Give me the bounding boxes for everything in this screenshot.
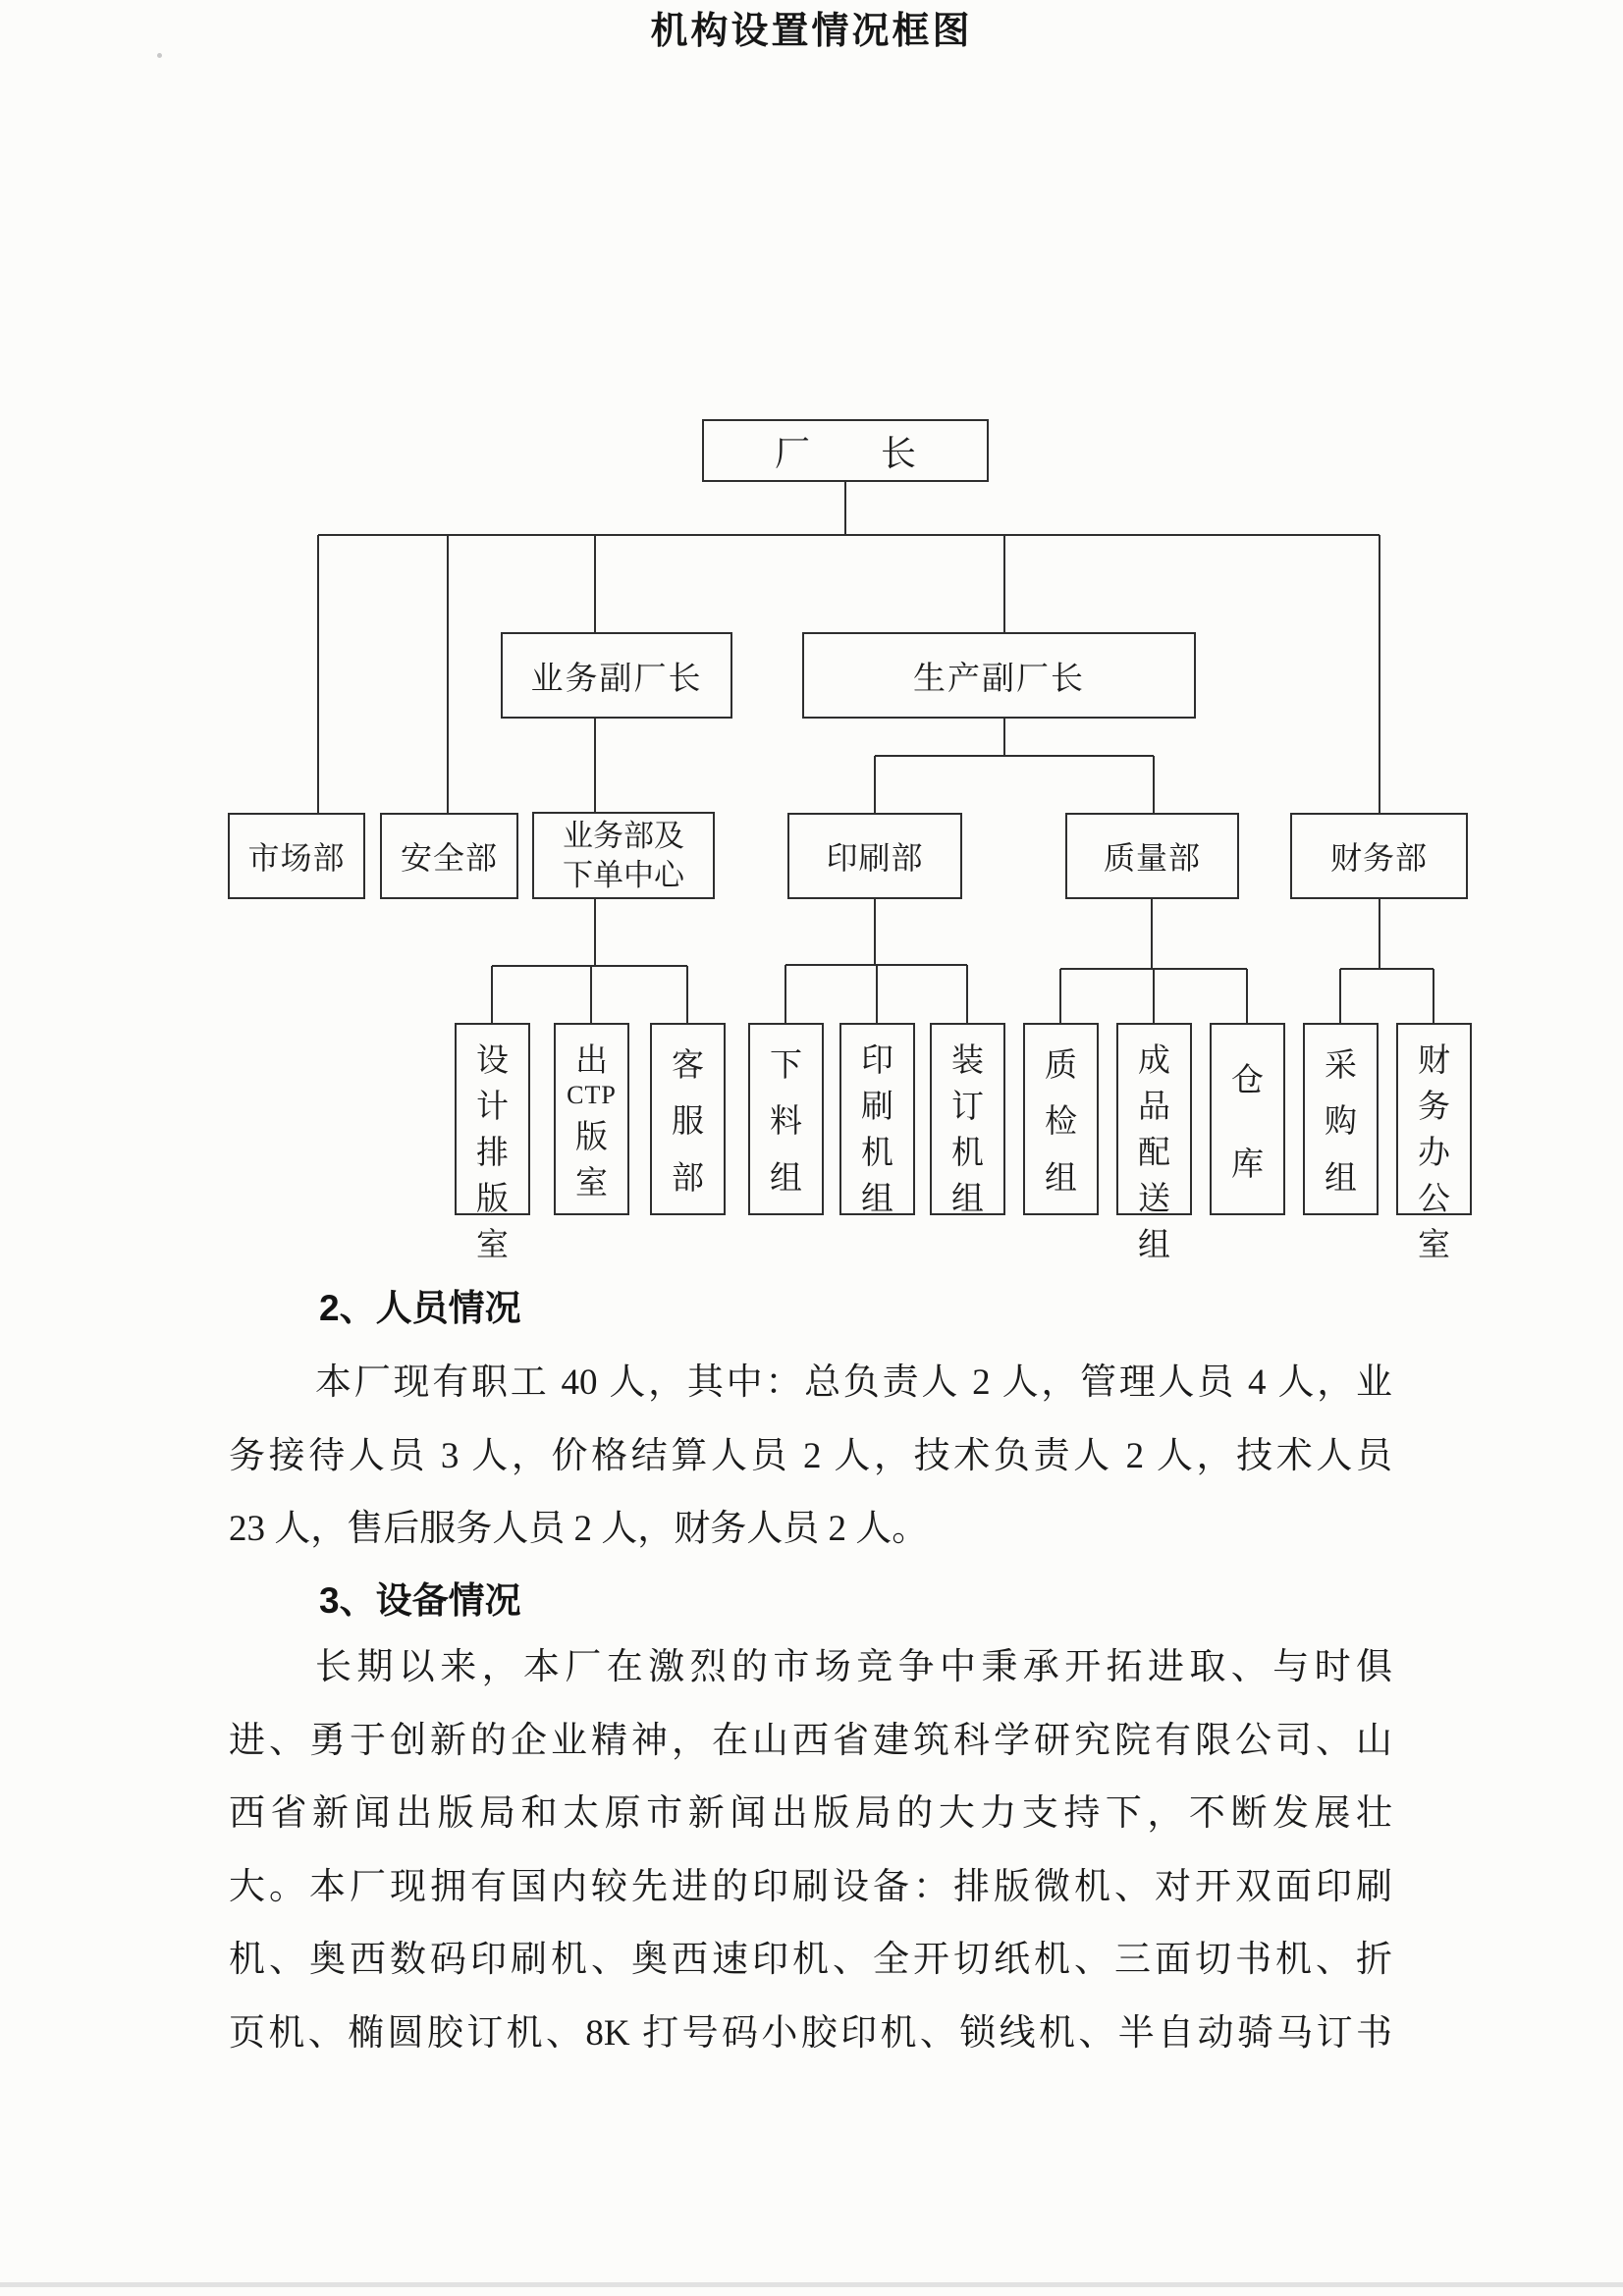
body-text-line: 进、勇于创新的企业精神，在山西省建筑科学研究院有限公司、山: [229, 1720, 1392, 1761]
org-box-printing-machine-group: [839, 1023, 915, 1215]
org-chart-title: 机构设置情况框图: [650, 11, 973, 52]
org-box-quality-inspection-group: [1023, 1023, 1099, 1215]
paragraph-personnel: [229, 1347, 1392, 1567]
org-box-business-deputy-director: [501, 632, 732, 719]
org-box-label-char: 组: [770, 1160, 802, 1197]
org-box-purchasing-group: [1303, 1023, 1379, 1215]
org-box-label-char: CTP: [567, 1081, 617, 1110]
org-box-printing-dept: [787, 813, 962, 899]
org-box-production-deputy-director: [802, 632, 1196, 719]
org-box-label-char: 组: [1045, 1160, 1077, 1197]
org-box-label-char: 仓: [1231, 1062, 1264, 1098]
org-box-design-typesetting-room: [455, 1023, 530, 1263]
org-box-label-char: 办: [1418, 1136, 1450, 1171]
org-box-label-line: 业务部及: [563, 818, 684, 853]
org-box-label-char: 财: [1418, 1043, 1450, 1079]
org-box-label-char: 购: [1325, 1104, 1357, 1141]
org-box-quality-dept: [1065, 813, 1239, 899]
org-box-label-char: 出: [575, 1043, 608, 1080]
body-text-line: 大。本厂现拥有国内较先进的印刷设备：排版微机、对开双面印刷: [229, 1866, 1392, 1907]
paragraph-equipment: [229, 1631, 1392, 2070]
body-text-line: 机、奥西数码印刷机、奥西速印机、全开切纸机、三面切书机、折: [229, 1940, 1392, 1980]
org-box-label: 业务副厂长: [530, 661, 703, 697]
org-box-label-char: 料: [770, 1104, 802, 1141]
org-box-label-char: 刷: [861, 1090, 893, 1125]
org-box-label-char: 组: [951, 1182, 984, 1217]
body-text-line: 23 人，售后服务人员 2 人，财务人员 2 人。: [229, 1509, 929, 1549]
org-box-label-char: 服: [672, 1104, 704, 1141]
org-box-safety-dept: [380, 813, 518, 899]
scan-bottom-edge: [0, 2282, 1623, 2287]
org-box-ctp-plate-room: [554, 1023, 629, 1215]
org-box-finance-dept: [1290, 813, 1468, 899]
org-box-label-char: 组: [861, 1182, 893, 1217]
org-box-label-char: 长: [880, 433, 916, 473]
org-box-label-char: 公: [1418, 1182, 1450, 1217]
org-box-label: 财务部: [1329, 840, 1428, 876]
org-box-label-char: 装: [951, 1043, 984, 1079]
org-box-label-char: 版: [575, 1119, 608, 1155]
body-text-line: 西省新闻出版局和太原市新闻出版局的大力支持下，不断发展壮: [229, 1793, 1392, 1834]
org-box-label-char: 版: [476, 1182, 509, 1217]
org-box-label-char: 计: [476, 1090, 509, 1125]
org-box-label-char: 成: [1138, 1043, 1170, 1079]
org-box-label-char: 质: [1045, 1048, 1077, 1085]
org-box-label-char: 室: [575, 1165, 608, 1201]
org-box-warehouse: [1210, 1023, 1285, 1215]
org-box-label-char: 印: [861, 1043, 893, 1079]
body-text-line: 本厂现有职工 40 人，其中：总负责人 2 人，管理人员 4 人，业: [315, 1362, 1392, 1403]
org-box-finance-office: [1396, 1023, 1472, 1263]
org-box-label-char: 库: [1231, 1147, 1264, 1183]
org-box-label-line: 下单中心: [563, 857, 684, 892]
org-box-label-char: 品: [1138, 1090, 1170, 1125]
org-box-label-char: 室: [476, 1228, 509, 1263]
org-box-label-char: 送: [1138, 1182, 1170, 1217]
org-box-label-char: 下: [770, 1048, 802, 1085]
org-box-label-char: 设: [476, 1043, 509, 1079]
org-box-product-delivery-group: [1116, 1023, 1192, 1263]
org-box-label-char: 客: [672, 1048, 704, 1085]
org-box-label-char: 务: [1418, 1090, 1450, 1125]
org-box-label-char: 部: [672, 1160, 704, 1197]
org-box-label-char: 机: [951, 1136, 984, 1171]
org-box-factory-director: [702, 419, 989, 482]
org-box-label-char: 排: [476, 1136, 509, 1171]
org-box-label-char: 组: [1325, 1160, 1357, 1197]
org-box-marketing-dept: [228, 813, 365, 899]
org-box-label-char: 组: [1138, 1228, 1170, 1263]
org-box-label: 质量部: [1103, 840, 1201, 876]
org-box-label-char: 采: [1325, 1048, 1357, 1085]
org-box-material-prep-group: [748, 1023, 824, 1215]
org-box-label: 安全部: [400, 840, 498, 876]
body-text-line: 页机、椭圆胶订机、8K 打号码小胶印机、锁线机、半自动骑马订书: [229, 2012, 1392, 2054]
org-box-business-order-center: [532, 812, 715, 899]
section-heading-equipment: 3、设备情况: [319, 1580, 521, 1621]
org-box-customer-service-dept: [650, 1023, 726, 1215]
body-text-line: 长期以来，本厂在激烈的市场竞争中秉承开拓进取、与时俱: [315, 1647, 1392, 1687]
org-box-label-char: 室: [1418, 1228, 1450, 1263]
org-box-label: 市场部: [247, 840, 346, 876]
body-text-line: 务接待人员 3 人，价格结算人员 2 人，技术负责人 2 人，技术人员: [229, 1435, 1392, 1476]
section-heading-personnel: 2、人员情况: [319, 1288, 521, 1328]
org-box-label-char: 检: [1045, 1104, 1077, 1141]
org-box-label-char: 配: [1138, 1136, 1170, 1171]
org-box-label-char: 订: [951, 1090, 984, 1125]
org-box-label-char: 机: [861, 1136, 893, 1171]
org-box-label: 生产副厂长: [913, 661, 1085, 697]
org-box-binding-machine-group: [930, 1023, 1005, 1215]
org-box-label: 印刷部: [826, 840, 924, 876]
org-box-label-char: 厂: [775, 433, 811, 473]
